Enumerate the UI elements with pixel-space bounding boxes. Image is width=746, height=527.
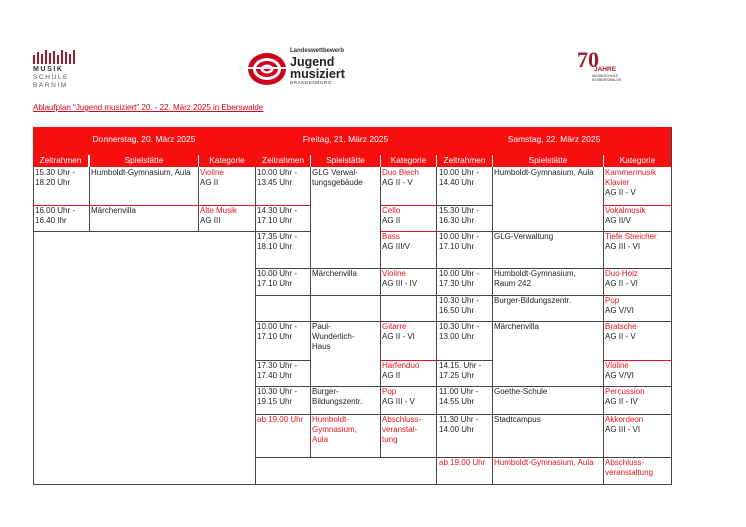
sat-row-5-ag: AG V/VI [605,306,634,315]
fri-row-1-time: 10.00 Uhr - 13.45 Uhr [257,168,298,187]
grid-line [256,484,436,485]
fri-row-5-time: 10.00 Uhr - 17.10 Uhr [257,322,298,341]
sat-row-10-venue: Humboldt-Gymnasium, Aula [494,458,594,467]
thu-row-1-time: 15.30 Uhr - 18.20 Uhr [35,168,76,187]
sat-row-9-ag: AG III - VI [605,425,641,434]
sat-row-5-venue: Burger-Bildungszentr. [494,296,571,305]
fri-row-5-ag: AG II - VI [382,332,415,341]
fri-row-6-cat: Harfenduo [382,361,420,370]
fri-row-1-cat: Duo Blech [382,168,419,177]
fri-row-4-cat: Violine [382,269,406,278]
grid-line [437,484,671,485]
sat-row-8-ag: AG II - IV [605,397,638,406]
thu-row-1-cat: Violine [200,168,224,177]
fri-row-1-venue: GLG Verwal- tungsgebäude [312,168,363,187]
fri-row-7-time: 10.30 Uhr - 19.15 Uhr [257,387,298,406]
jugend-musiziert-logo [247,48,367,88]
sat-row-1-ag: AG II - V [605,188,636,197]
col-header-time-fri: Zeitrahmen [256,155,310,167]
col-header-cat-thu: Kategorie [199,155,255,167]
sat-row-9-time: 11.30 Uhr - 14.00 Uhr [439,415,479,434]
thu-row-2-time: 16.00 Uhr - 16.40 Ihr [35,206,76,225]
sat-row-2-cat: Vokalmusik [605,206,646,215]
logo-text-landeswettbewerb: Landeswettbewerb [290,48,345,54]
fri-row-5-cat: Gitarre [382,322,407,331]
fri-row-7-cat: Pop [382,387,397,396]
fri-row-2-ag: AG II [382,216,401,225]
grid-line [256,457,436,458]
sat-row-7-ag: AG V/VI [605,371,634,380]
sat-row-5-time: 10.30 Uhr - 16.50 Uhr [439,296,480,315]
col-header-time-sat: Zeitrahmen [437,155,492,167]
sat-row-3-time: 10.00 Uhr - 17.10 Uhr [439,232,480,251]
fri-row-3-ag: AG III/V [382,242,411,251]
sat-row-3-ag: AG III - VI [605,242,641,251]
sat-row-5-cat: Pop [605,296,620,305]
fri-row-7-venue: Burger- Bildungszentr. [312,387,363,406]
thu-row-2-cat: Alte Musik [200,206,237,215]
logo-70-jahre: JAHRE [594,66,617,73]
logo-bars-icon [33,50,93,64]
fri-row-3-time: 17.35 Uhr - 18.10 Uhr [257,232,298,251]
fri-row-8-cat: Abschluss- veranstal- tung [382,415,422,444]
logo-text-musiziert: musiziert [290,67,345,81]
fri-row-6-time: 17.30 Uhr - 17.40 Uhr [257,361,298,380]
grid-line [33,484,255,485]
sat-row-6-venue: Märchenvilla [494,322,539,331]
sat-row-4-ag: AG II - VI [605,279,638,288]
sat-row-8-time: 11.00 Uhr - 14.55 Uhr [439,387,479,406]
sat-row-9-venue: Stadtcampus [494,415,541,424]
fri-row-6-ag: AG II [382,371,401,380]
grid-line [436,167,437,485]
sat-row-1-venue: Humboldt-Gymnasium, Aula [494,168,594,177]
fri-row-1-ag: AG II - V [382,178,413,187]
fri-row-8-time: ab 19.00 Uhr [257,415,304,424]
logo-70-subtitle: MUSIKSCHULE IN EBERSWALDE [592,74,622,82]
thu-row-1-venue: Humboldt-Gymnasium, Aula [91,168,191,177]
fri-row-3-cat: Bass [382,232,400,241]
sat-row-8-cat: Percussion [605,387,645,396]
jugend-musiziert-emblem-icon [247,50,287,88]
grid-line [256,295,436,296]
logo-text-barnim: BARNIM [33,82,68,89]
fri-row-8-venue: Humboldt- Gymnasium, Aula [312,415,357,444]
logo-text-jugend: Jugend [290,55,335,69]
thu-row-1-ag: AG II [200,178,219,187]
day-header-saturday: Samstag, 22. März 2025 [437,134,671,144]
70-jahre-logo [577,47,637,90]
logo-text-schule: SCHULE [33,74,69,81]
col-header-cat-sat: Kategorie [604,155,671,167]
sat-row-8-venue: Goethe-Schule [494,387,548,396]
grid-line [671,127,672,485]
page-headline-link[interactable]: Ablaufplan "Jugend musiziert" 20. - 22. März 2025 in Eberswalde [33,103,264,112]
fri-row-2-cat: Cello [382,206,401,215]
logo-text-musik: MUSIK [33,66,64,73]
sat-row-10-time: ab 19.00 Uhr [439,458,486,467]
day-header-thursday: Donnerstag, 20. März 2025 [33,134,255,144]
sat-row-9-cat: Akkordeon [605,415,644,424]
sat-row-4-cat: Duo Holz [605,269,638,278]
day-header-friday: Freitag, 21. März 2025 [255,134,436,144]
grid-line [33,231,255,232]
thu-row-2-ag: AG III [200,216,221,225]
fri-row-2-time: 14.30 Uhr - 17.10 Uhr [257,206,298,225]
sat-row-4-venue: Humboldt-Gymnasium, Raum 242 [494,269,576,288]
thu-row-2-venue: Märchenvilla [91,206,136,215]
sat-row-3-venue: GLG-Verwaltung [494,232,554,241]
sat-row-6-cat: Bratsche [605,322,637,331]
fri-row-4-ag: AG III - IV [382,279,418,288]
col-header-venue-thu: Spielstätte [90,155,198,167]
musikschule-barnim-logo [33,50,93,90]
sat-row-7-time: 14.15. Uhr - 17.25 Uhr [439,361,482,380]
sat-row-7-cat: Violine [605,361,629,370]
col-header-time-thu: Zeitrahmen [33,155,88,167]
sat-row-3-cat: Tiefe Streicher [605,232,657,241]
sat-row-1-time: 10.00 Uhr - 14.40 Uhr [439,168,480,187]
col-header-venue-sat: Spielstätte [493,155,603,167]
col-header-venue-fri: Spielstätte [311,155,380,167]
col-header-cat-fri: Kategorie [381,155,436,167]
fri-row-7-ag: AG III - V [382,397,415,406]
sat-row-6-ag: AG II - V [605,332,636,341]
sat-row-10-cat: Abschluss- veranstaltung [605,458,654,477]
logo-70-number: 70 [577,47,599,72]
logo-text-brandenburg: BRANDENBURG [290,81,332,86]
sat-row-6-time: 10.30 Uhr - 13.00 Uhr [439,322,480,341]
sat-row-4-time: 10.00 Uhr - 17.30 Uhr [439,269,480,288]
fri-row-4-venue: Märchenvilla [312,269,357,278]
sat-row-2-time: 15.30 Uhr - 16.30 Uhr [439,206,480,225]
sat-row-2-ag: AG II/V [605,216,631,225]
sat-row-1-cat: Kammermusik Klavier [605,168,657,187]
fri-row-4-time: 10.00 Uhr - 17.10 Uhr [257,269,298,288]
fri-row-5-venue: Paul- Wunderlich- Haus [312,322,355,351]
